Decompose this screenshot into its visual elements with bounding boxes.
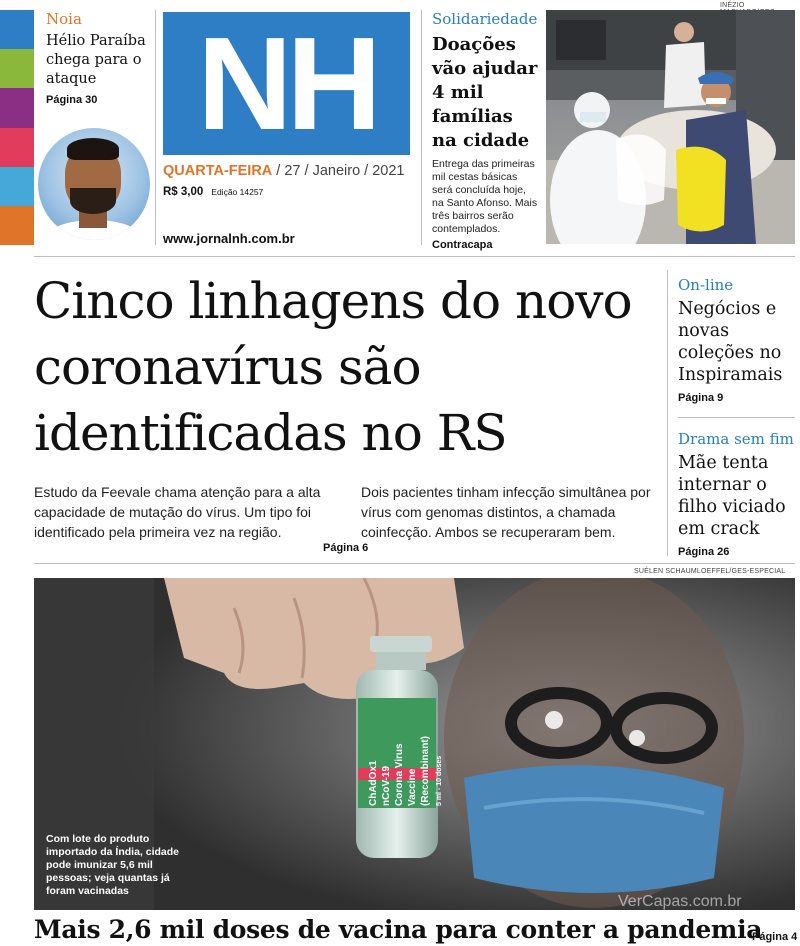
vial-label-line: (Recombinant) xyxy=(420,736,431,806)
teaser-headline[interactable]: Doações vão ajudar 4 mil famílias na cidade xyxy=(432,34,538,151)
vial-label-line: nCoV-19 xyxy=(381,765,392,806)
sidebar-headline[interactable]: Negócios e novas coleções no Inspiramais xyxy=(678,299,783,385)
color-swatch xyxy=(0,88,34,127)
photo-credit: SUÉLEN SCHAUMLOEFFEL/GES-ESPECIAL xyxy=(634,568,786,575)
athlete-portrait xyxy=(38,128,150,240)
color-swatch xyxy=(0,10,34,49)
main-headline[interactable]: Cinco linhagens do novo coronavírus são identificadas no RS xyxy=(34,272,632,462)
logo-text: NH xyxy=(197,9,376,157)
newspaper-logo[interactable] xyxy=(163,9,410,157)
column-divider xyxy=(421,10,422,245)
date: / 27 / Janeiro / 2021 xyxy=(272,163,405,179)
donations-photo xyxy=(546,10,795,244)
sidebar-kicker: Drama sem fim xyxy=(678,430,794,448)
vaccine-page-ref: Página 4 xyxy=(752,931,798,943)
teaser-kicker: Solidariedade xyxy=(432,10,538,28)
section-color-strip xyxy=(0,10,34,245)
sidebar-page-ref: Página 9 xyxy=(678,392,724,404)
teaser-page-ref: Contracapa xyxy=(432,239,493,251)
sidebar-teaser-online[interactable] xyxy=(678,276,798,404)
edition-number: Edição 14257 xyxy=(211,187,264,197)
sidebar-kicker: On-line xyxy=(678,276,734,294)
section-divider xyxy=(34,563,795,564)
teaser-right[interactable] xyxy=(432,10,540,251)
teaser-text: Entrega das primeiras mil cestas básicas será concluída hoje, na Santo Afonso. Mais três bairros serão contemplados. xyxy=(432,158,538,235)
photo-credit: INÉZIO xyxy=(720,2,745,9)
teaser-left[interactable] xyxy=(46,10,156,106)
donations-illustration xyxy=(546,10,795,244)
column-divider xyxy=(667,270,668,556)
sidebar-headline[interactable]: Mãe tenta internar o filho viciado em crack xyxy=(678,453,786,539)
price-line xyxy=(163,186,263,198)
teaser-kicker: Noia xyxy=(46,10,82,28)
color-swatch xyxy=(0,167,34,206)
watermark: VerCapas.com.br xyxy=(618,893,742,910)
vial-label-line: ChAdOx1 xyxy=(368,760,379,806)
color-swatch xyxy=(0,206,34,245)
color-swatch xyxy=(0,49,34,88)
dateline xyxy=(163,163,404,179)
vial-label-line: 5 ml - 10 doses xyxy=(436,755,443,806)
photo-caption: Com lote do produto importado da Índia, cidade pode imunizar 5,6 mil pessoas; veja quantas já foram vacinadas xyxy=(46,833,180,897)
main-page-ref: Página 6 xyxy=(323,542,369,554)
website-link[interactable]: www.jornalnh.com.br xyxy=(163,231,295,246)
color-swatch xyxy=(0,128,34,167)
weekday: QUARTA-FEIRA xyxy=(163,163,273,179)
vial-label-line: Vaccine xyxy=(407,768,418,806)
column-divider xyxy=(155,10,156,245)
price: R$ 3,00 xyxy=(163,186,204,198)
main-deck-left: Estudo da Feevale chama atenção para a alta capacidade de mutação do vírus. Um tipo foi identificado pela primeira vez na região. xyxy=(34,484,321,540)
teaser-page-ref: Página 30 xyxy=(46,94,98,106)
main-deck-right: Dois pacientes tinham infecção simultânea por vírus com genomas distintos, a chamada coinfecção. Ambos se recuperaram bem. xyxy=(361,484,651,540)
sidebar-teaser-drama[interactable] xyxy=(678,430,798,558)
vial-label-line: Corona Virus xyxy=(394,743,405,806)
teaser-headline[interactable]: Hélio Paraíba chega para o ataque xyxy=(46,33,146,87)
sidebar-page-ref: Página 26 xyxy=(678,546,730,558)
sidebar-divider xyxy=(678,417,795,418)
section-divider xyxy=(34,256,795,257)
vaccine-headline[interactable]: Mais 2,6 mil doses de vacina para conter a pandemia xyxy=(34,915,763,944)
